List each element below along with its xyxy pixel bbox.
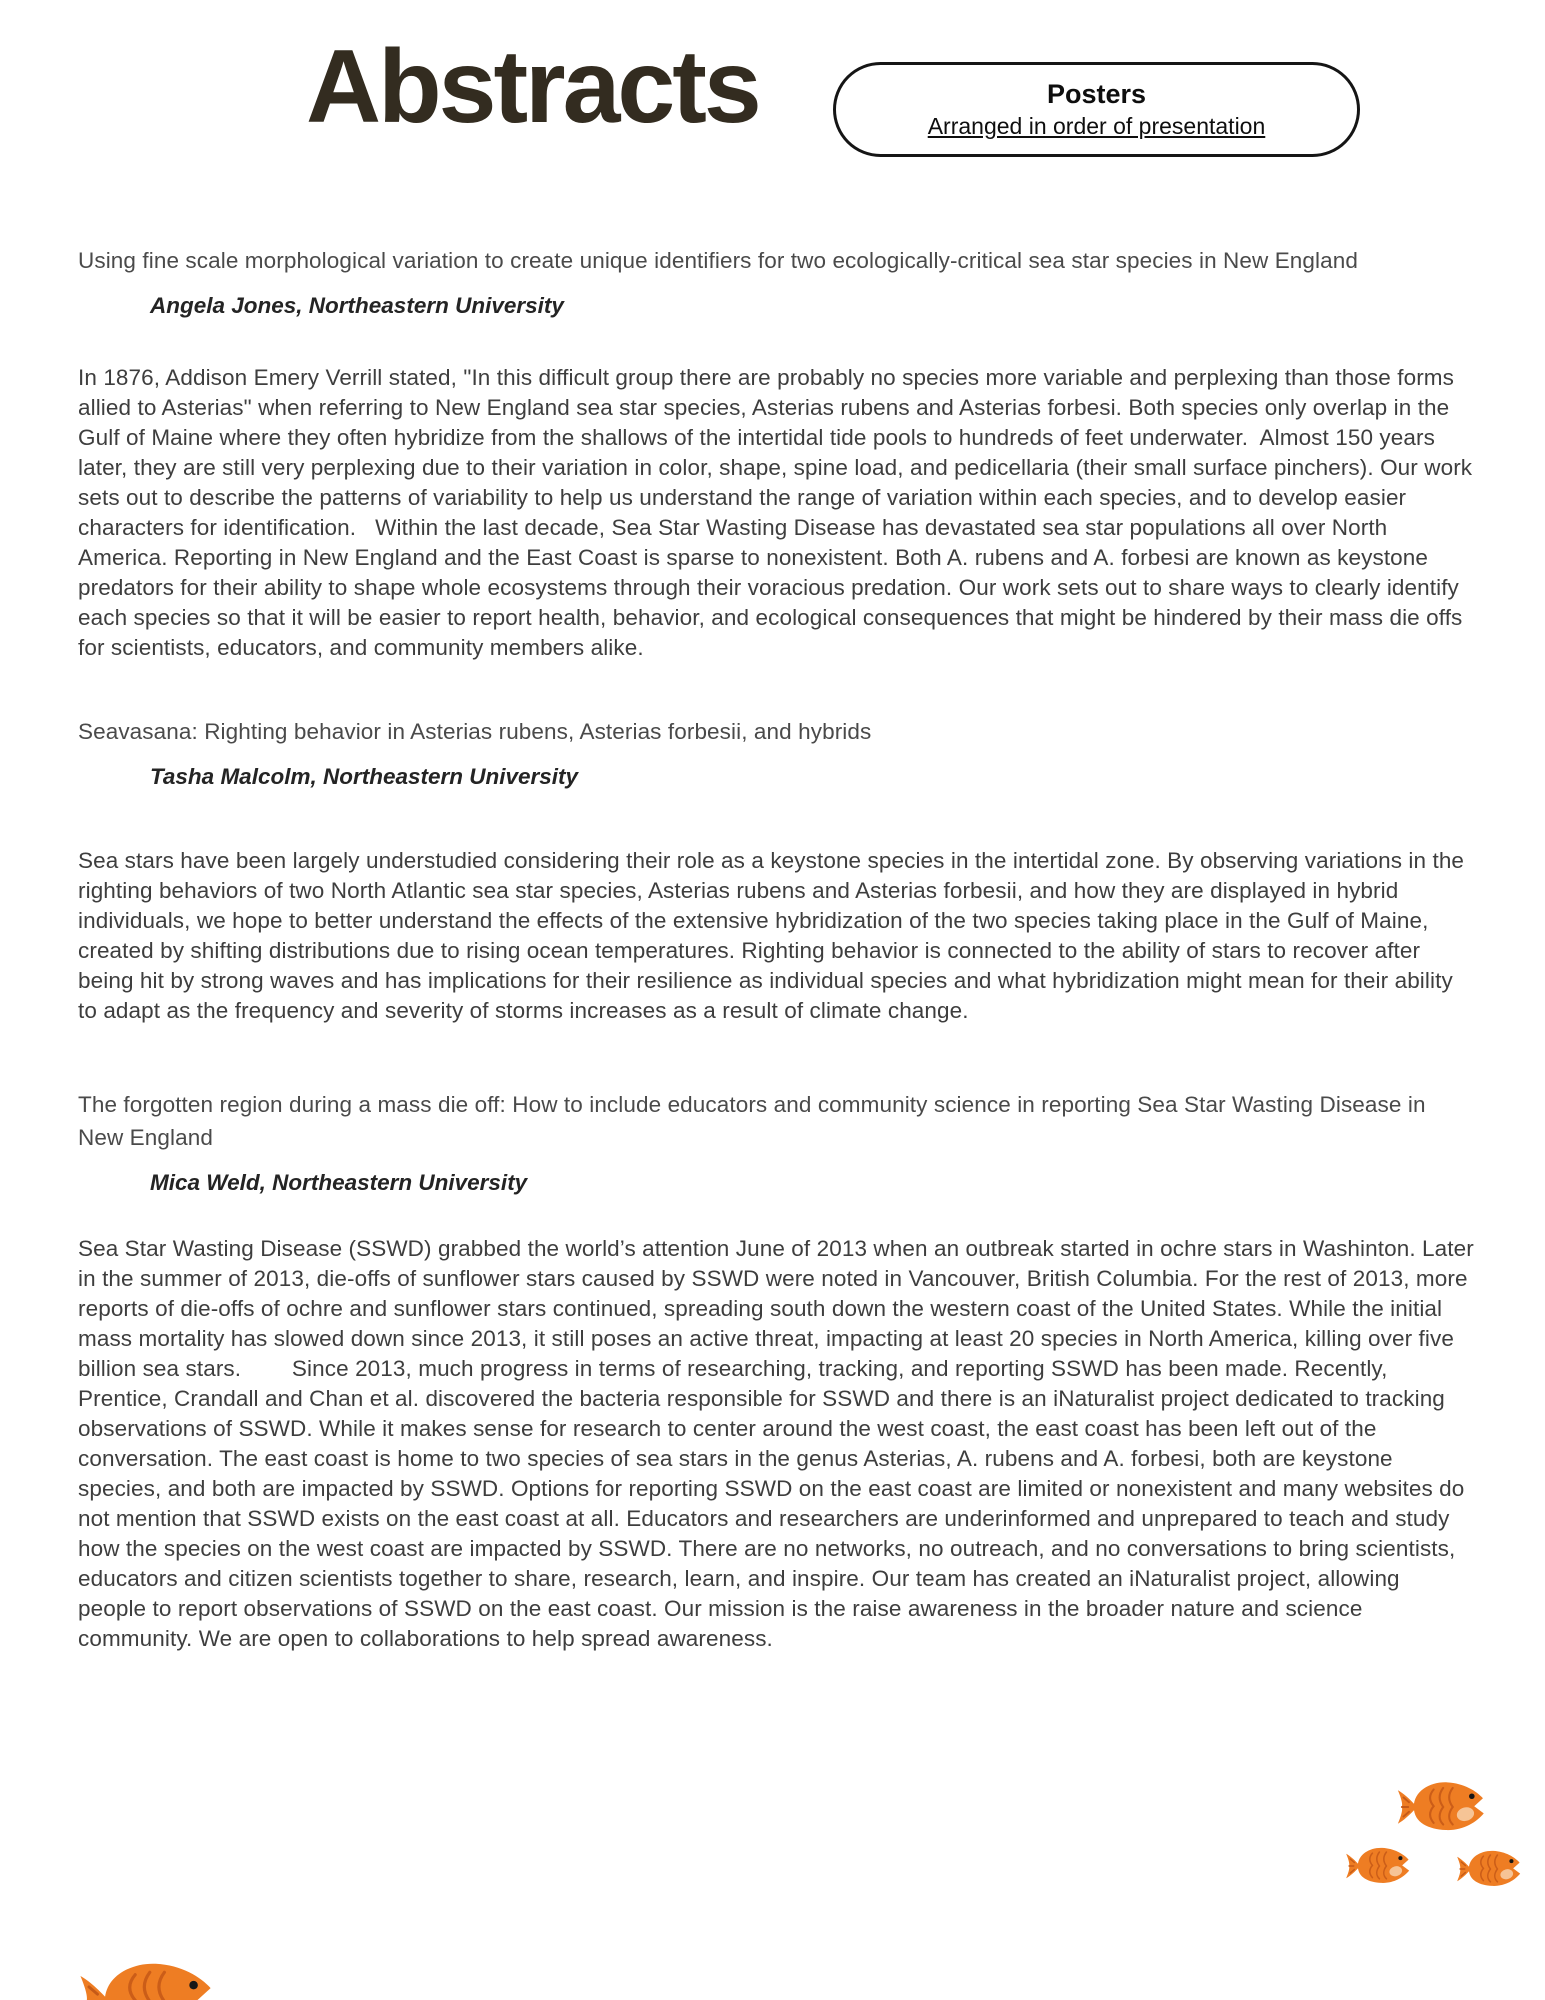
abstract-title: Seavasana: Righting behavior in Asterias rubens, Asterias forbesii, and hybrids bbox=[78, 719, 872, 744]
abstract-title: The forgotten region during a mass die off: How to include educators and community science in reporting Sea Star Wasting Disease in New England bbox=[78, 1092, 1426, 1150]
abstract-body: Sea Star Wasting Disease (SSWD) grabbed the world’s attention June of 2013 when an outbreak started in ochre stars in Washinton. Later in the summer of 2013, die-offs of sunflower stars caused by SSWD were noted in Vancouver, British Columbia. For the rest of 2013, more reports of die-offs of ochre and sunflower stars continued, spreading south down the western coast of the United States. While the initial mass mortality has slowed down since 2013, it still poses an active threat, impacting at least 20 species in North America, killing over five billion sea stars. Since 2013, much progress in terms of researching, tracking, and reporting SSWD has been made. Recently, Prentice, Crandall and Chan et al. discovered the bacteria responsible for SSWD and there is an iNaturalist project dedicated to tracking observations of SSWD. While it makes sense for research to center around the west coast, the east coast has been left out of the conversation. The east coast is home to two species of sea stars in the genus Asterias, A. rubens and A. forbesi, both are keystone species, and both are impacted by SSWD. Options for reporting SSWD on the east coast are limited or nonexistent and many websites do not mention that SSWD exists on the east coast at all. Educators and researchers are underinformed and unprepared to teach and study how the species on the west coast are impacted by SSWD. There are no networks, no outreach, and no conversations to bring scientists, educators and citizen scientists together to share, research, learn, and inspire. Our team has created an iNaturalist project, allowing people to report observations of SSWD on the east coast. Our mission is the raise awareness in the broader nature and science community. We are open to collaborations to help spread awareness. bbox=[78, 1236, 1481, 1651]
abstract-body: Sea stars have been largely understudied considering their role as a keystone species in the intertidal zone. By observing variations in the righting behaviors of two North Atlantic sea star species, Asterias rubens and Asterias forbesii, and how they are displayed in hybrid individuals, we hope to better understand the effects of the extensive hybridization of the two species taking place in the Gulf of Maine, created by shifting distributions due to rising ocean temperatures. Righting behavior is connected to the ability of stars to recover after being hit by strong waves and has implications for their resilience as individual species and what hybridization might mean for their ability to adapt as the frequency and severity of storms increases as a result of climate change. bbox=[78, 848, 1471, 1023]
abstract-author: Mica Weld, Northeastern University bbox=[150, 1170, 528, 1195]
abstract-body: In 1876, Addison Emery Verrill stated, "In this difficult group there are probably no species more variable and perplexing than those forms allied to Asterias" when referring to New England sea star species, Asterias rubens and Asterias forbesi. Both species only overlap in the Gulf of Maine where they often hybridize from the shallows of the intertidal tide pools to hundreds of feet underwater. Almost 150 years later, they are still very perplexing due to their variation in color, shape, spine load, and pedicellaria (their small surface pinchers). Our work sets out to describe the patterns of variability to help us understand the range of variation within each species, and to develop easier characters for identification. Within the last decade, Sea Star Wasting Disease has devastated sea star populations all over North America. Reporting in New England and the East Coast is sparse to nonexistent. Both A. rubens and A. forbesi are known as keystone predators for their ability to shape whole ecosystems through their voracious predation. Our work sets out to share ways to clearly identify each species so that it will be easier to report health, behavior, and ecological consequences that might be hindered by their mass die offs for scientists, educators, and community members alike. bbox=[78, 365, 1479, 660]
badge-title: Posters bbox=[1046, 79, 1147, 110]
fish-icon-small-right bbox=[1456, 1846, 1526, 1892]
abstract-entry-1 bbox=[78, 244, 1479, 663]
badge-subtitle: Arranged in order of presentation bbox=[927, 112, 1266, 139]
abstracts-list bbox=[78, 0, 1481, 1654]
abstract-entry-3 bbox=[78, 1088, 1481, 1654]
abstract-author: Tasha Malcolm, Northeastern University bbox=[150, 764, 579, 789]
abstract-entry-2 bbox=[78, 715, 1474, 1026]
fish-icon-small-left bbox=[1345, 1843, 1415, 1889]
abstract-author: Angela Jones, Northeastern University bbox=[150, 293, 564, 318]
abstract-title: Using fine scale morphological variation to create unique identifiers for two ecologically-critical sea star species in New England bbox=[78, 248, 1358, 273]
page-title: Abstracts bbox=[306, 29, 759, 145]
fish-icon-corner bbox=[78, 1954, 224, 2000]
fish-icon-large bbox=[1396, 1776, 1492, 1838]
